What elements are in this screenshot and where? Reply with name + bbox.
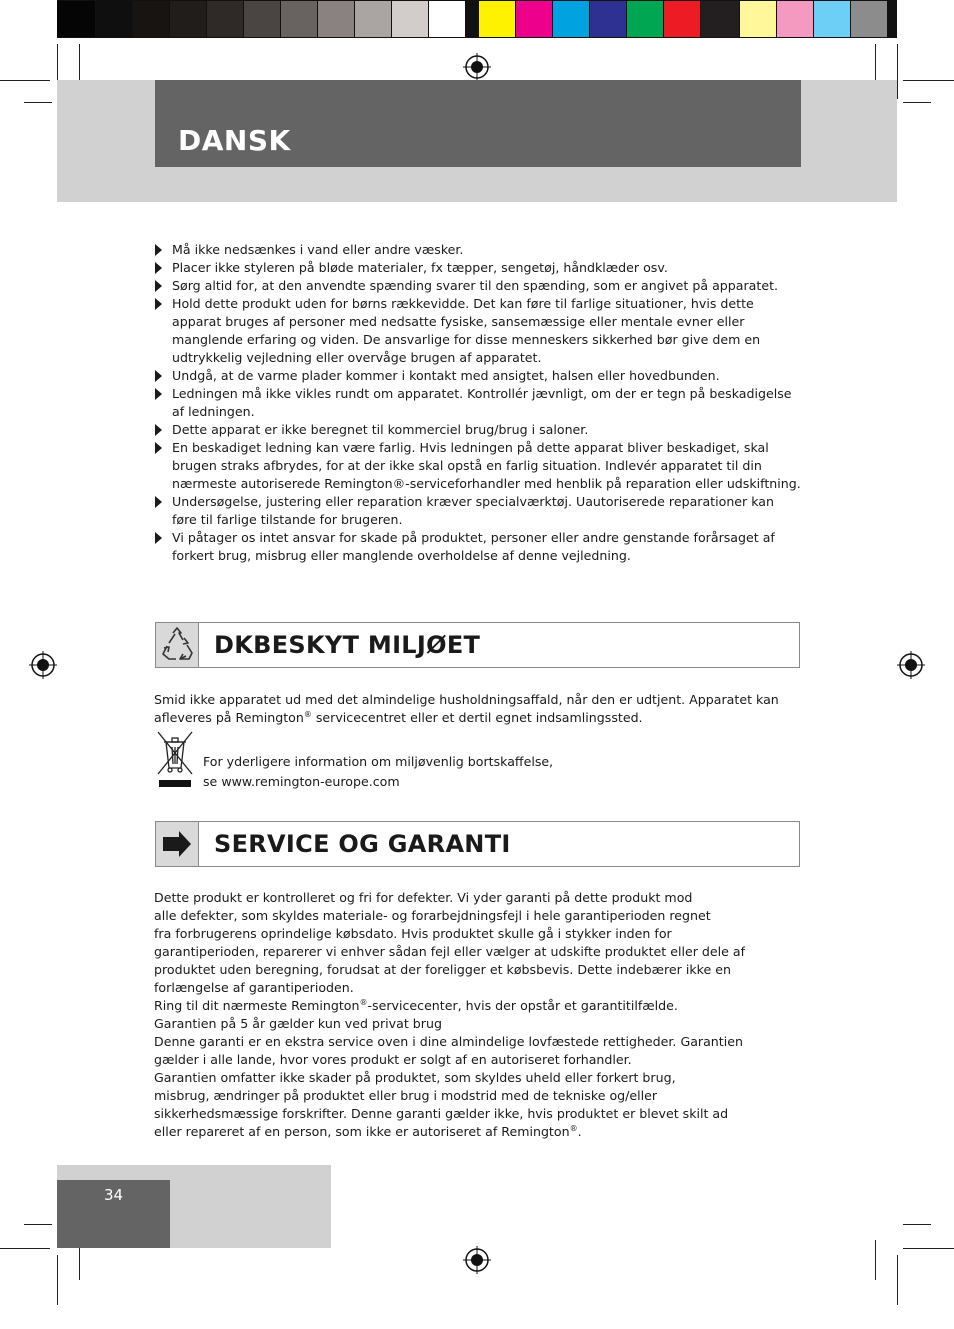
color-swatch <box>553 1 590 37</box>
color-swatch <box>355 1 392 37</box>
crop-mark <box>57 1255 58 1305</box>
safety-list-item <box>154 367 802 385</box>
environment-title: DKBESKYT MILJØET <box>214 631 481 659</box>
crop-mark <box>897 1255 898 1305</box>
registration-mark-icon <box>463 1246 491 1274</box>
color-swatch <box>516 1 553 37</box>
color-swatch <box>627 1 664 37</box>
recycle-icon <box>156 623 199 667</box>
page-number: 34 <box>104 1186 124 1204</box>
service-section-header <box>155 821 800 867</box>
safety-list-text: Undgå, at de varme plader kommer i kontakt med ansigtet, halsen eller hovedbunden. <box>172 368 720 383</box>
color-swatch <box>777 1 814 37</box>
exclusion-line: misbrug, ændringer på produktet eller brug i modstrid med de tekniske og/eller <box>154 1088 658 1103</box>
bullet-arrow-icon <box>155 388 162 400</box>
color-swatch <box>133 1 170 37</box>
safety-list-item <box>154 259 802 277</box>
color-swatch <box>318 1 355 37</box>
crop-mark <box>903 102 931 103</box>
safety-list-text: Sørg altid for, at den anvendte spænding svarer til den spænding, som er angivet på apparatet. <box>172 278 779 293</box>
environment-section-header <box>155 622 800 668</box>
crop-mark <box>875 44 876 84</box>
safety-list-item <box>154 439 802 493</box>
warranty-line: alle defekter, som skyldes materiale- og forarbejdningsfejl i hele garantiperioden regnet <box>154 908 711 923</box>
environment-text: servicecentret eller et dertil egnet indsamlingssted. <box>311 710 643 725</box>
environment-text: Smid ikke apparatet ud med det almindelige husholdningsaffald, når den er udtjent. Apparatet kan afleveres på Remington <box>154 692 779 725</box>
safety-list-text: Placer ikke styleren på bløde materialer, fx tæpper, sengetøj, håndklæder osv. <box>172 260 668 275</box>
bullet-arrow-icon <box>155 262 162 274</box>
bullet-arrow-icon <box>155 244 162 256</box>
color-swatch <box>479 1 516 37</box>
color-swatch <box>851 1 888 37</box>
safety-list-text: Hold dette produkt uden for børns rækkevidde. Det kan føre til farlige situationer, hvis dette apparat bruges af personer med nedsatte fysiske, sansemæssige eller mentale evner eller manglende erfaring og viden. De ansvarlige for disse menneskers sikkerhed bør give dem en udtrykkelig vejledning eller overvåge brugen af apparatet. <box>172 296 761 365</box>
page-title: DANSK <box>178 124 291 157</box>
crossed-bin-icon <box>156 730 194 790</box>
registered-mark: ® <box>303 709 312 719</box>
bullet-arrow-icon <box>155 496 162 508</box>
bullet-arrow-icon <box>155 298 162 310</box>
five-year-note: Garantien på 5 år gælder kun ved privat brug <box>154 1016 442 1031</box>
safety-list-text: Dette apparat er ikke beregnet til kommerciel brug/brug i saloner. <box>172 422 589 437</box>
color-swatch <box>429 1 466 37</box>
color-calibration-bar <box>57 0 897 38</box>
safety-list-text: En beskadiget ledning kan være farlig. Hvis ledningen på dette apparat bliver beskadiget, skal brugen straks afbrydes, for at der ikke skal opstå en farlig situation. Indlevér apparatet til din nærmeste autoriserede Remington®-serviceforhandler med henblik på reparation eller udskiftning. <box>172 440 801 491</box>
bullet-arrow-icon <box>155 532 162 544</box>
warranty-line: Dette produkt er kontrolleret og fri for defekter. Vi yder garanti på dette produkt mod <box>154 890 693 905</box>
arrow-right-icon <box>156 822 199 866</box>
environment-paragraph <box>154 691 802 727</box>
crop-mark <box>24 102 52 103</box>
safety-list-item <box>154 421 802 439</box>
color-swatch <box>664 1 701 37</box>
safety-list-text: Må ikke nedsænkes i vand eller andre væsker. <box>172 242 464 257</box>
color-swatch <box>96 1 133 37</box>
crop-mark <box>875 1240 876 1280</box>
color-swatch <box>170 1 207 37</box>
disposal-info <box>203 753 763 791</box>
crop-mark <box>79 44 80 84</box>
color-swatch <box>701 1 740 37</box>
registration-mark-icon <box>29 651 57 679</box>
safety-list-text: Undersøgelse, justering eller reparation kræver specialværktøj. Uautoriserede reparationer kan føre til farlige tilstande for brugeren. <box>172 494 775 527</box>
registration-mark-icon <box>463 53 491 81</box>
service-body <box>154 889 814 1141</box>
color-swatch <box>207 1 244 37</box>
exclusion-line: eller repareret af en person, som ikke er autoriseret af Remington®. <box>154 1123 582 1139</box>
color-swatch <box>392 1 429 37</box>
color-swatch <box>814 1 851 37</box>
crop-mark <box>0 1248 50 1249</box>
crop-mark <box>0 80 50 81</box>
crop-mark <box>903 1224 931 1225</box>
bullet-arrow-icon <box>155 280 162 292</box>
disposal-info-line: For yderligere information om miljøvenlig bortskaffelse, <box>203 754 554 769</box>
warranty-line: fra forbrugerens oprindelige købsdato. Hvis produktet skulle gå i stykker inden for <box>154 926 672 941</box>
crop-mark <box>903 1248 954 1249</box>
service-title: SERVICE OG GARANTI <box>214 830 511 858</box>
safety-list <box>154 241 802 565</box>
service-contact-line: Ring til dit nærmeste Remington®-servicecenter, hvis der opstår et garantitilfælde. <box>154 997 678 1013</box>
exclusion-line: Garantien omfatter ikke skader på produktet, som skyldes uheld eller forkert brug, <box>154 1070 676 1085</box>
registration-mark-icon <box>897 651 925 679</box>
exclusion-line: sikkerhedsmæssige forskrifter. Denne garanti gælder ikke, hvis produktet er blevet skilt ad <box>154 1106 729 1121</box>
extra-service-line: gælder i alle lande, hvor vores produkt er solgt af en autoriseret forhandler. <box>154 1052 632 1067</box>
warranty-line: garantiperioden, reparerer vi enhver sådan fejl eller vælger at udskifte produktet eller dele af <box>154 944 746 959</box>
safety-list-text: Ledningen må ikke vikles rundt om apparatet. Kontrollér jævnligt, om der er tegn på beskadigelse af ledningen. <box>172 386 792 419</box>
bullet-arrow-icon <box>155 370 162 382</box>
extra-service-line: Denne garanti er en ekstra service oven i dine almindelige lovfæstede rettigheder. Garantien <box>154 1034 743 1049</box>
warranty-line: produktet uden beregning, forudsat at der foreligger et købsbevis. Dette indebærer ikke en <box>154 962 731 977</box>
color-swatch <box>466 1 479 37</box>
disposal-website[interactable]: se www.remington-europe.com <box>203 774 400 789</box>
warranty-line: forlængelse af garantiperioden. <box>154 980 354 995</box>
bullet-arrow-icon <box>155 442 162 454</box>
color-swatch <box>57 1 96 37</box>
bullet-arrow-icon <box>155 424 162 436</box>
crop-mark <box>897 44 898 99</box>
safety-list-item <box>154 277 802 295</box>
safety-list-item <box>154 493 802 529</box>
crop-mark <box>24 1224 52 1225</box>
crop-mark <box>903 80 954 81</box>
safety-list-text: Vi påtager os intet ansvar for skade på produktet, personer eller andre genstande forårsaget af forkert brug, misbrug eller manglende overholdelse af denne vejledning. <box>172 530 775 563</box>
safety-list-item <box>154 385 802 421</box>
color-swatch <box>740 1 777 37</box>
safety-list-item <box>154 241 802 259</box>
warranty-paragraph <box>154 889 814 997</box>
color-swatch <box>244 1 281 37</box>
color-swatch <box>590 1 627 37</box>
safety-list-item <box>154 529 802 565</box>
color-swatch <box>281 1 318 37</box>
safety-list-item <box>154 295 802 367</box>
